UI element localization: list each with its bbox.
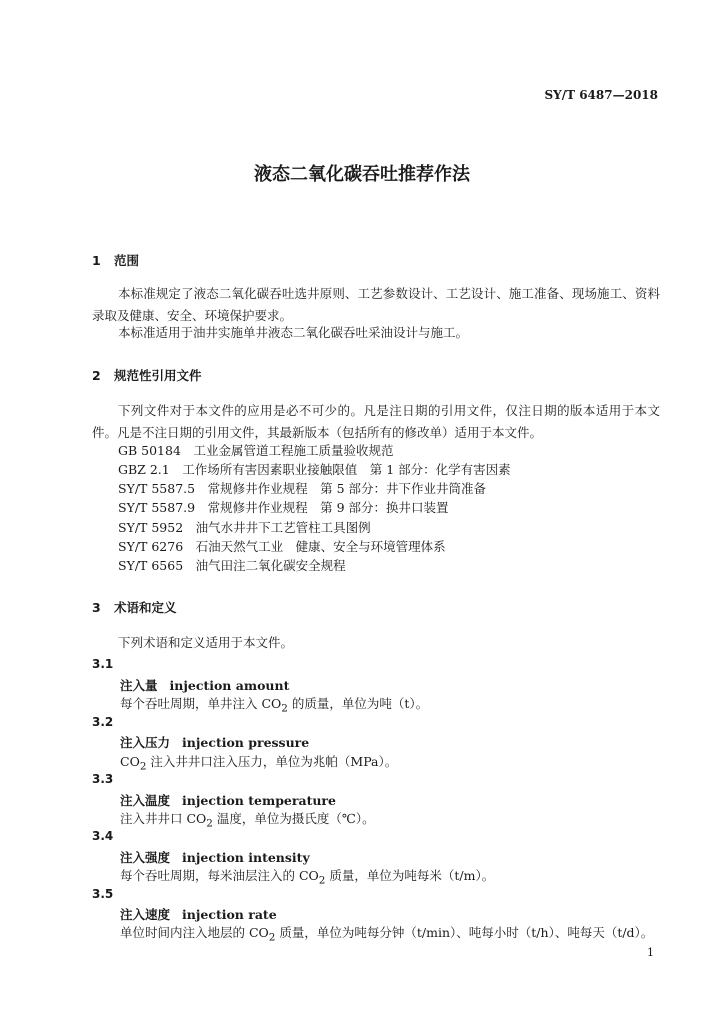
section-1-heading [92, 251, 139, 269]
terms-intro: 下列术语和定义适用于本文件。 [118, 635, 294, 650]
section-title: 规范性引用文件 [114, 368, 202, 383]
scope-paragraph-2: 本标准适用于油井实施单井液态二氧化碳吞吐采油设计与施工。 [118, 325, 469, 340]
section-title: 术语和定义 [114, 600, 177, 615]
section-title: 范围 [114, 253, 140, 268]
term-en: injection rate [182, 907, 277, 922]
reference-title: 油气田注二氧化碳安全规程 [195, 558, 346, 573]
subscript: 2 [139, 760, 147, 773]
reference-title: 工作场所有害因素职业接触限值 第 1 部分：化学有害因素 [182, 462, 511, 477]
definition-text: 的质量，单位为吨（t）。 [287, 696, 429, 711]
reference-code: SY/T 5952 [118, 520, 184, 535]
subscript: 2 [206, 817, 213, 830]
definition-text: CO [120, 754, 140, 769]
definition-text: 每个吞吐周期，每米油层注入的 CO [120, 868, 319, 883]
reference-title: 油气水井井下工艺管柱工具图例 [195, 520, 371, 535]
term-definition [120, 923, 653, 944]
term-number: 3.5 [92, 887, 114, 901]
term-number: 3.4 [92, 829, 114, 843]
definition-text: 单位时间内注入地层的 CO [120, 925, 269, 940]
page-number: 1 [647, 946, 654, 959]
definition-text: 注入井井口 CO [120, 811, 207, 826]
normative-intro: 下列文件对于本文件的应用是必不可少的。凡是注日期的引用文件，仅注日期的版本适用于本文件。凡是不注日期的引用文件，其最新版本（包括所有的修改单）适用于本文件。 [92, 403, 660, 440]
term-zh: 注入压力 [120, 735, 171, 750]
term-definition [120, 752, 397, 773]
definition-text: 质量，单位为吨每米（t/m）。 [325, 868, 495, 883]
subscript: 2 [318, 874, 326, 887]
term-en: injection temperature [182, 793, 336, 808]
definition-text: 温度，单位为摄氏度（℃）。 [212, 811, 375, 826]
term-zh: 注入强度 [120, 850, 171, 865]
standard-code: SY/T 6487—2018 [544, 88, 658, 102]
reference-code: GB 50184 [118, 443, 181, 458]
section-3-heading [92, 598, 177, 616]
reference-title: 石油天然气工业 健康、安全与环境管理体系 [195, 539, 446, 554]
term-zh: 注入速度 [120, 907, 171, 922]
term-zh: 注入量 [120, 678, 158, 693]
definition-text: 质量，单位为吨每分钟（t/min）、吨每小时（t/h）、吨每天（t/d）。 [275, 925, 654, 940]
definition-text: 每个吞吐周期，单井注入 CO [120, 696, 282, 711]
subscript: 2 [268, 931, 276, 944]
reference-code: SY/T 6276 [118, 539, 184, 554]
section-number: 2 [92, 368, 101, 383]
term-heading [120, 905, 277, 923]
scope-paragraph-1: 本标准规定了液态二氧化碳吞吐选井原则、工艺参数设计、工艺设计、施工准备、现场施工、资料录取及健康、安全、环境保护要求。 [92, 286, 660, 323]
reference-item [118, 497, 449, 519]
reference-code: SY/T 5587.5 [118, 481, 196, 496]
section-number: 3 [92, 600, 101, 615]
term-heading [120, 733, 309, 751]
document-title: 液态二氧化碳吞吐推荐作法 [254, 164, 470, 185]
section-number: 1 [92, 253, 101, 268]
reference-title: 常规修井作业规程 第 9 部分：换井口装置 [207, 500, 449, 515]
term-number: 3.2 [92, 715, 114, 729]
reference-code: SY/T 5587.9 [118, 500, 196, 515]
term-definition [120, 809, 375, 830]
term-heading [120, 848, 310, 866]
term-en: injection pressure [182, 735, 310, 750]
term-definition [120, 866, 494, 887]
definition-text: 注入井井口注入压力，单位为兆帕（MPa）。 [146, 754, 398, 769]
reference-title: 工业金属管道工程施工质量验收规范 [193, 443, 394, 458]
reference-code: GBZ 2.1 [118, 462, 170, 477]
term-zh: 注入温度 [120, 793, 171, 808]
reference-code: SY/T 6565 [118, 558, 184, 573]
section-2-heading [92, 366, 202, 384]
reference-item [118, 555, 346, 577]
reference-title: 常规修井作业规程 第 5 部分：井下作业井筒准备 [207, 481, 486, 496]
term-en: injection amount [169, 678, 290, 693]
term-definition [120, 694, 428, 715]
term-heading [120, 791, 336, 809]
subscript: 2 [281, 702, 288, 715]
term-number: 3.3 [92, 772, 114, 786]
term-en: injection intensity [182, 850, 310, 865]
term-heading [120, 676, 289, 694]
term-number: 3.1 [92, 657, 114, 671]
